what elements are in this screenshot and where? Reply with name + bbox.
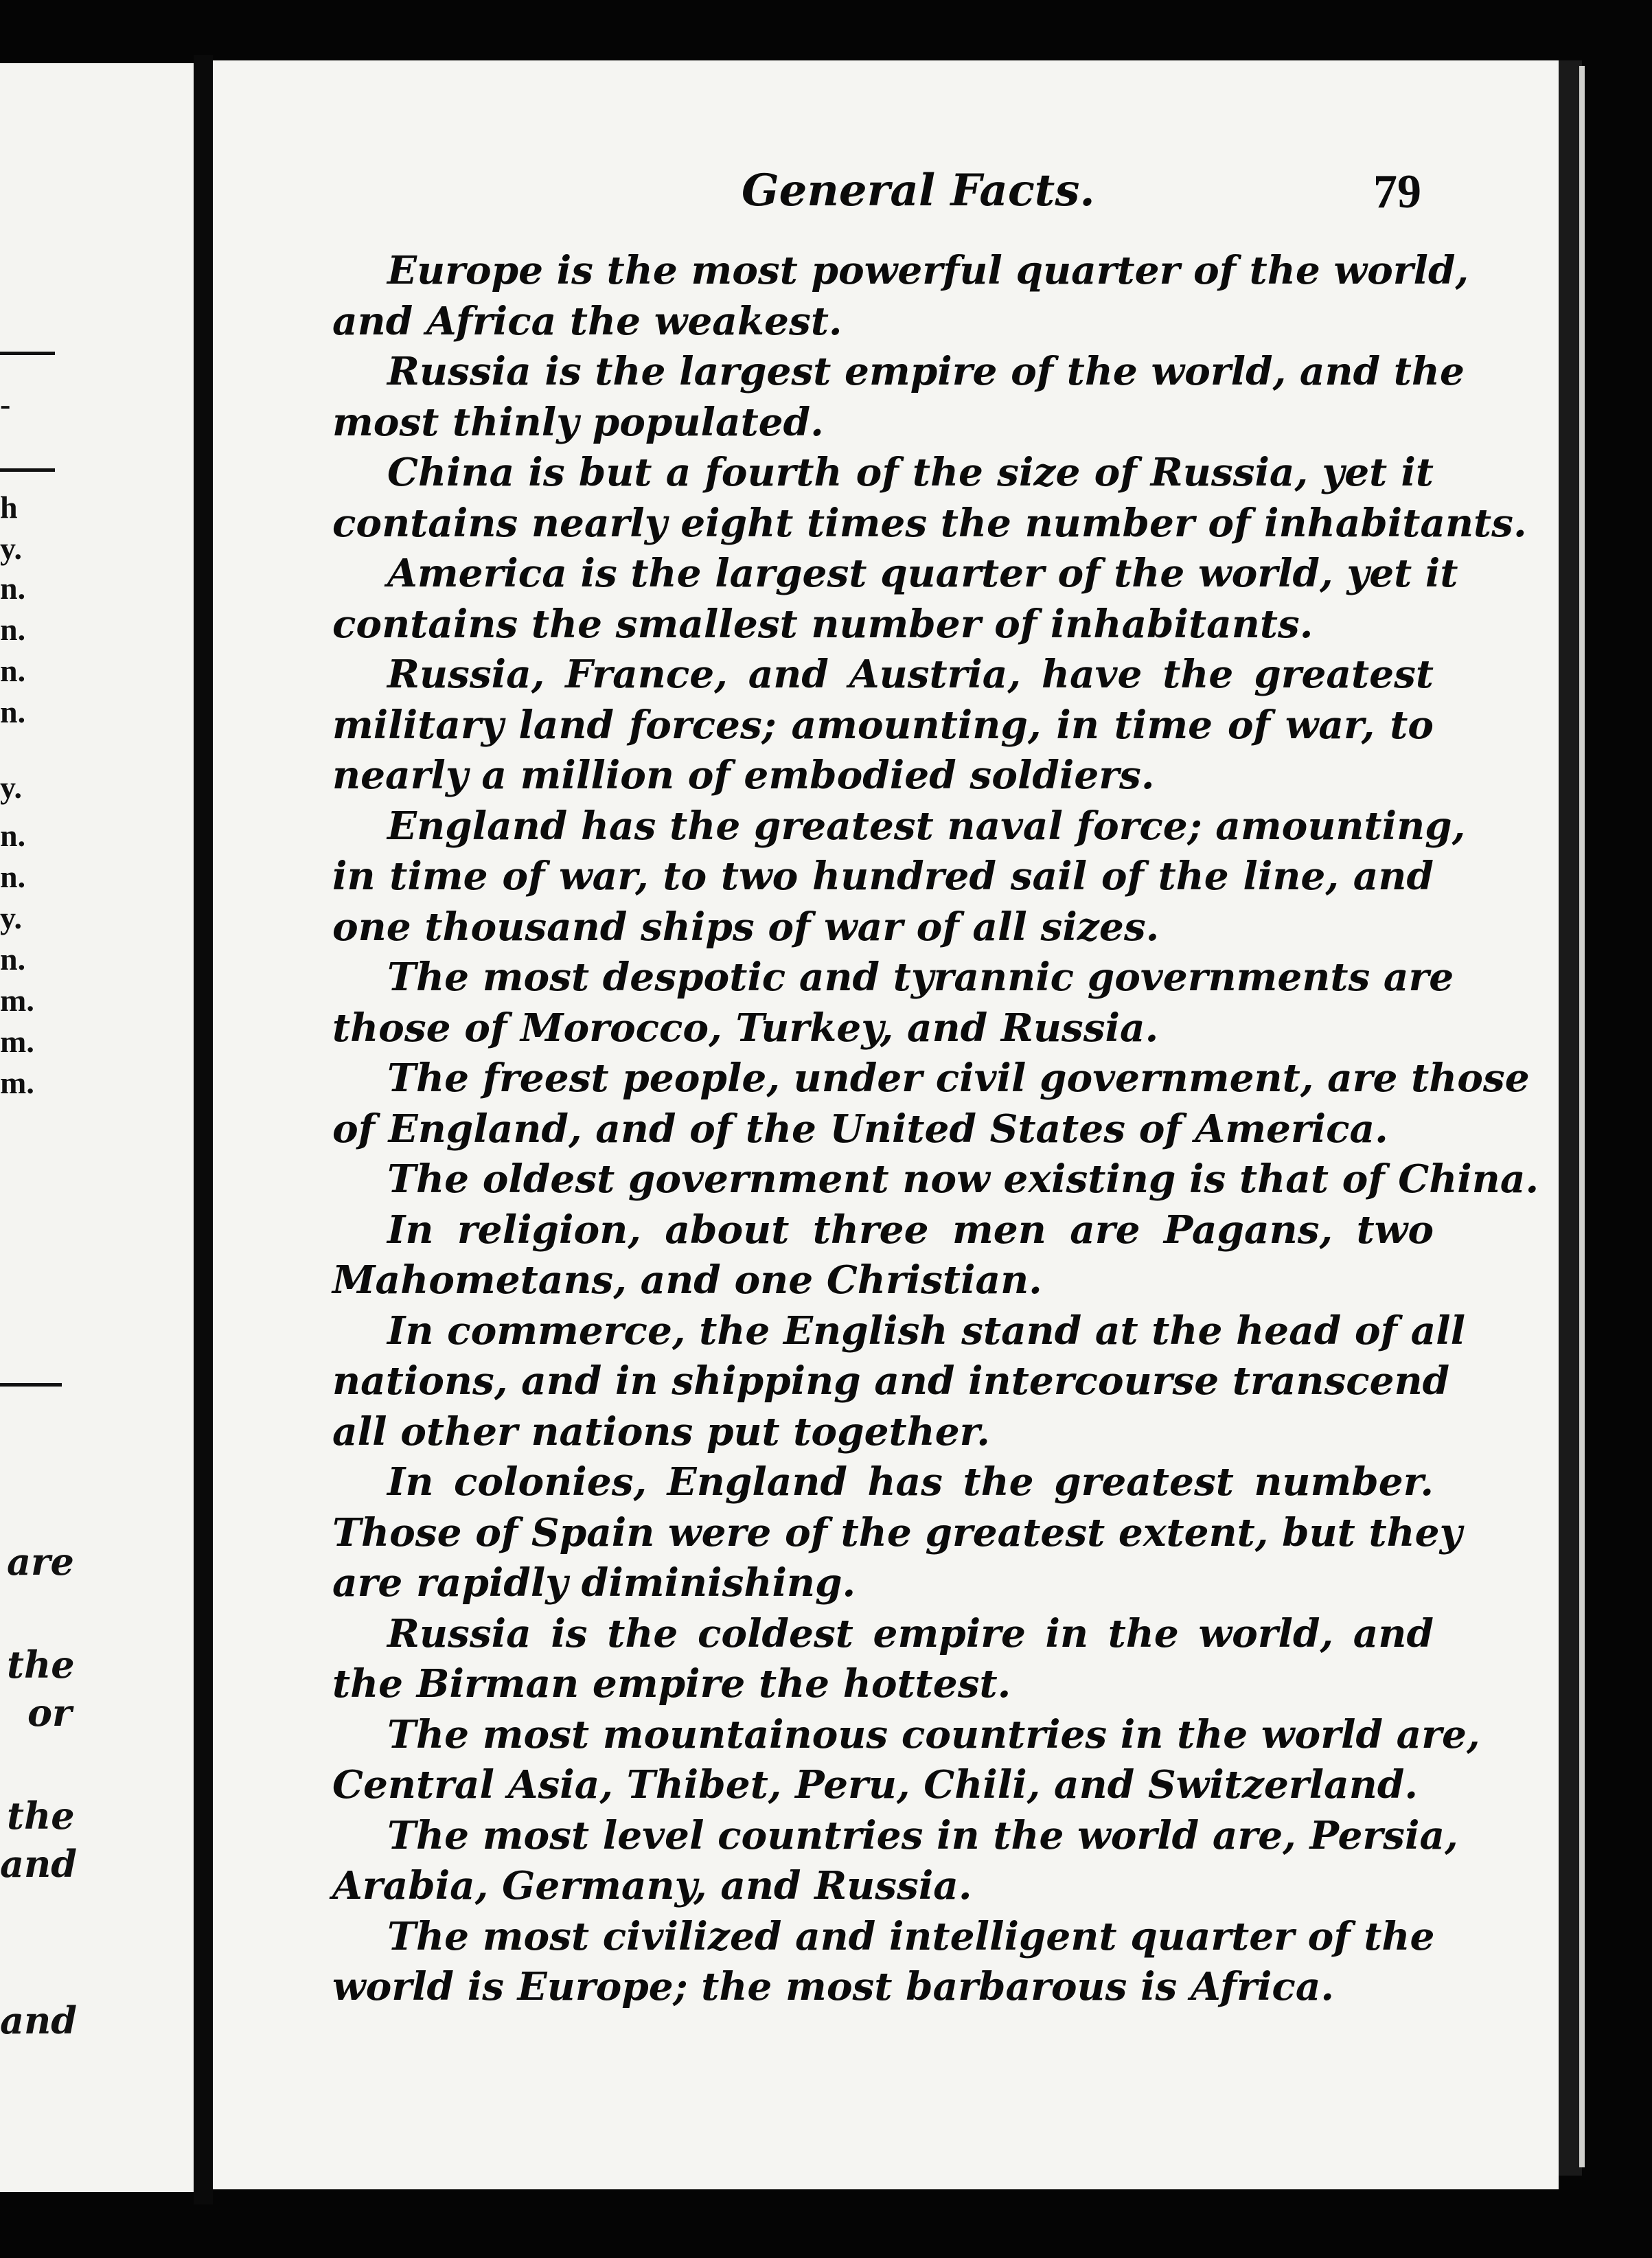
left-fragment: n. — [0, 571, 26, 606]
left-page-rule-second — [0, 468, 55, 472]
text-line: contains the smallest number of inhabitants. — [332, 601, 1313, 647]
left-fragment: n. — [0, 818, 26, 853]
text-line: world is Europe; the most barbarous is Africa. — [332, 1964, 1335, 2009]
text-line: America is the largest quarter of the world, yet it — [387, 551, 1458, 596]
paragraph — [332, 1609, 1434, 1710]
paragraph — [332, 953, 1454, 1053]
text-line: nearly a million of embodied soldiers. — [332, 753, 1155, 798]
text-line: are rapidly diminishing. — [332, 1560, 856, 1606]
page-number: 79 — [1373, 166, 1421, 218]
left-fragment: m. — [0, 1024, 34, 1059]
paragraph — [332, 1306, 1466, 1458]
paragraph — [332, 801, 1466, 953]
paragraph — [332, 1457, 1462, 1609]
text-line: military land forces; amounting, in time of war, to — [332, 702, 1434, 748]
text-line: The most level countries in the world are, Persia, — [387, 1812, 1458, 1858]
text-line: Arabia, Germany, and Russia. — [332, 1863, 972, 1908]
text-line: The most despotic and tyrannic governments are — [387, 955, 1454, 1000]
left-fragment: n. — [0, 653, 26, 688]
paragraph — [332, 549, 1458, 650]
paragraph — [332, 1912, 1434, 2013]
text-line: China is but a fourth of the size of Russia, yet it — [387, 450, 1434, 495]
left-fragment-italic: or — [27, 1691, 72, 1735]
paragraph — [332, 650, 1434, 801]
text-line: The most mountainous countries in the world are, — [387, 1711, 1480, 1757]
paragraph — [332, 246, 1469, 347]
left-fragment-italic: the — [7, 1794, 75, 1838]
text-line: The oldest government now existing is that of China. — [387, 1156, 1539, 1202]
left-fragment-italic: and — [0, 1842, 78, 1886]
running-head-title: General Facts. — [742, 165, 1095, 216]
text-line: Russia, France, and Austria, have the greatest — [387, 652, 1434, 697]
left-fragment-italic: and — [0, 1998, 78, 2042]
left-fragment: m. — [0, 983, 34, 1018]
text-line: Mahometans, and one Christian. — [332, 1257, 1042, 1303]
text-line: Those of Spain were of the greatest extent, but they — [332, 1509, 1462, 1555]
paragraph — [332, 1811, 1458, 1912]
left-fragment: y. — [0, 770, 22, 805]
paragraph — [332, 347, 1465, 448]
left-fragment: n. — [0, 612, 26, 647]
body-text — [332, 246, 1539, 2013]
text-line: of England, and of the United States of America. — [332, 1106, 1388, 1152]
text-line: and Africa the weakest. — [332, 298, 842, 344]
text-line: Central Asia, Thibet, Peru, Chili, and Switzerland. — [332, 1762, 1419, 1807]
page-edge-highlight — [1579, 66, 1585, 2167]
text-line: nations, and in shipping and intercourse transcend — [332, 1358, 1450, 1404]
left-fragment-italic: the — [7, 1643, 75, 1687]
paragraph — [332, 1205, 1434, 1306]
left-fragment: y. — [0, 900, 22, 935]
left-fragment: n. — [0, 942, 26, 977]
text-line: those of Morocco, Turkey, and Russia. — [332, 1005, 1159, 1051]
text-line: contains nearly eight times the number of inhabitants. — [332, 500, 1527, 546]
left-fragment: h — [0, 490, 18, 525]
book-gutter — [194, 55, 213, 2204]
left-fragment-italic: are — [7, 1540, 74, 1584]
text-line: in time of war, to two hundred sail of the line, and — [332, 854, 1434, 899]
text-line: Russia is the largest empire of the world, and the — [387, 349, 1465, 394]
left-fragment: n. — [0, 694, 26, 729]
left-fragment: m. — [0, 1065, 34, 1100]
text-line: most thinly populated. — [332, 399, 824, 445]
text-line: The most civilized and intelligent quarter of the — [387, 1913, 1435, 1959]
text-line: The freest people, under civil government, are those — [387, 1056, 1530, 1101]
text-line: In colonies, England has the greatest number. — [387, 1459, 1434, 1505]
page-edge-shadow — [1559, 60, 1582, 2176]
text-line: In religion, about three men are Pagans, two — [387, 1207, 1434, 1253]
text-line: Russia is the coldest empire in the world, and — [387, 1610, 1434, 1656]
paragraph — [332, 1053, 1530, 1154]
text-line: England has the greatest naval force; amounting, — [387, 803, 1466, 849]
text-line: all other nations put together. — [332, 1409, 990, 1455]
paragraph — [332, 1710, 1480, 1811]
facing-left-page — [0, 63, 194, 2192]
text-line: one thousand ships of war of all sizes. — [332, 904, 1160, 950]
text-line: Europe is the most powerful quarter of the world, — [387, 248, 1469, 293]
left-page-rule-top — [0, 352, 55, 355]
text-line: In commerce, the English stand at the head of all — [387, 1308, 1466, 1354]
left-fragment-dash: - — [0, 387, 11, 422]
paragraph — [332, 448, 1527, 549]
left-fragment: y. — [0, 531, 22, 566]
left-page-rule-third — [0, 1383, 62, 1387]
left-fragment: n. — [0, 859, 26, 894]
text-line: the Birman empire the hottest. — [332, 1661, 1011, 1707]
paragraph — [332, 1154, 1539, 1205]
